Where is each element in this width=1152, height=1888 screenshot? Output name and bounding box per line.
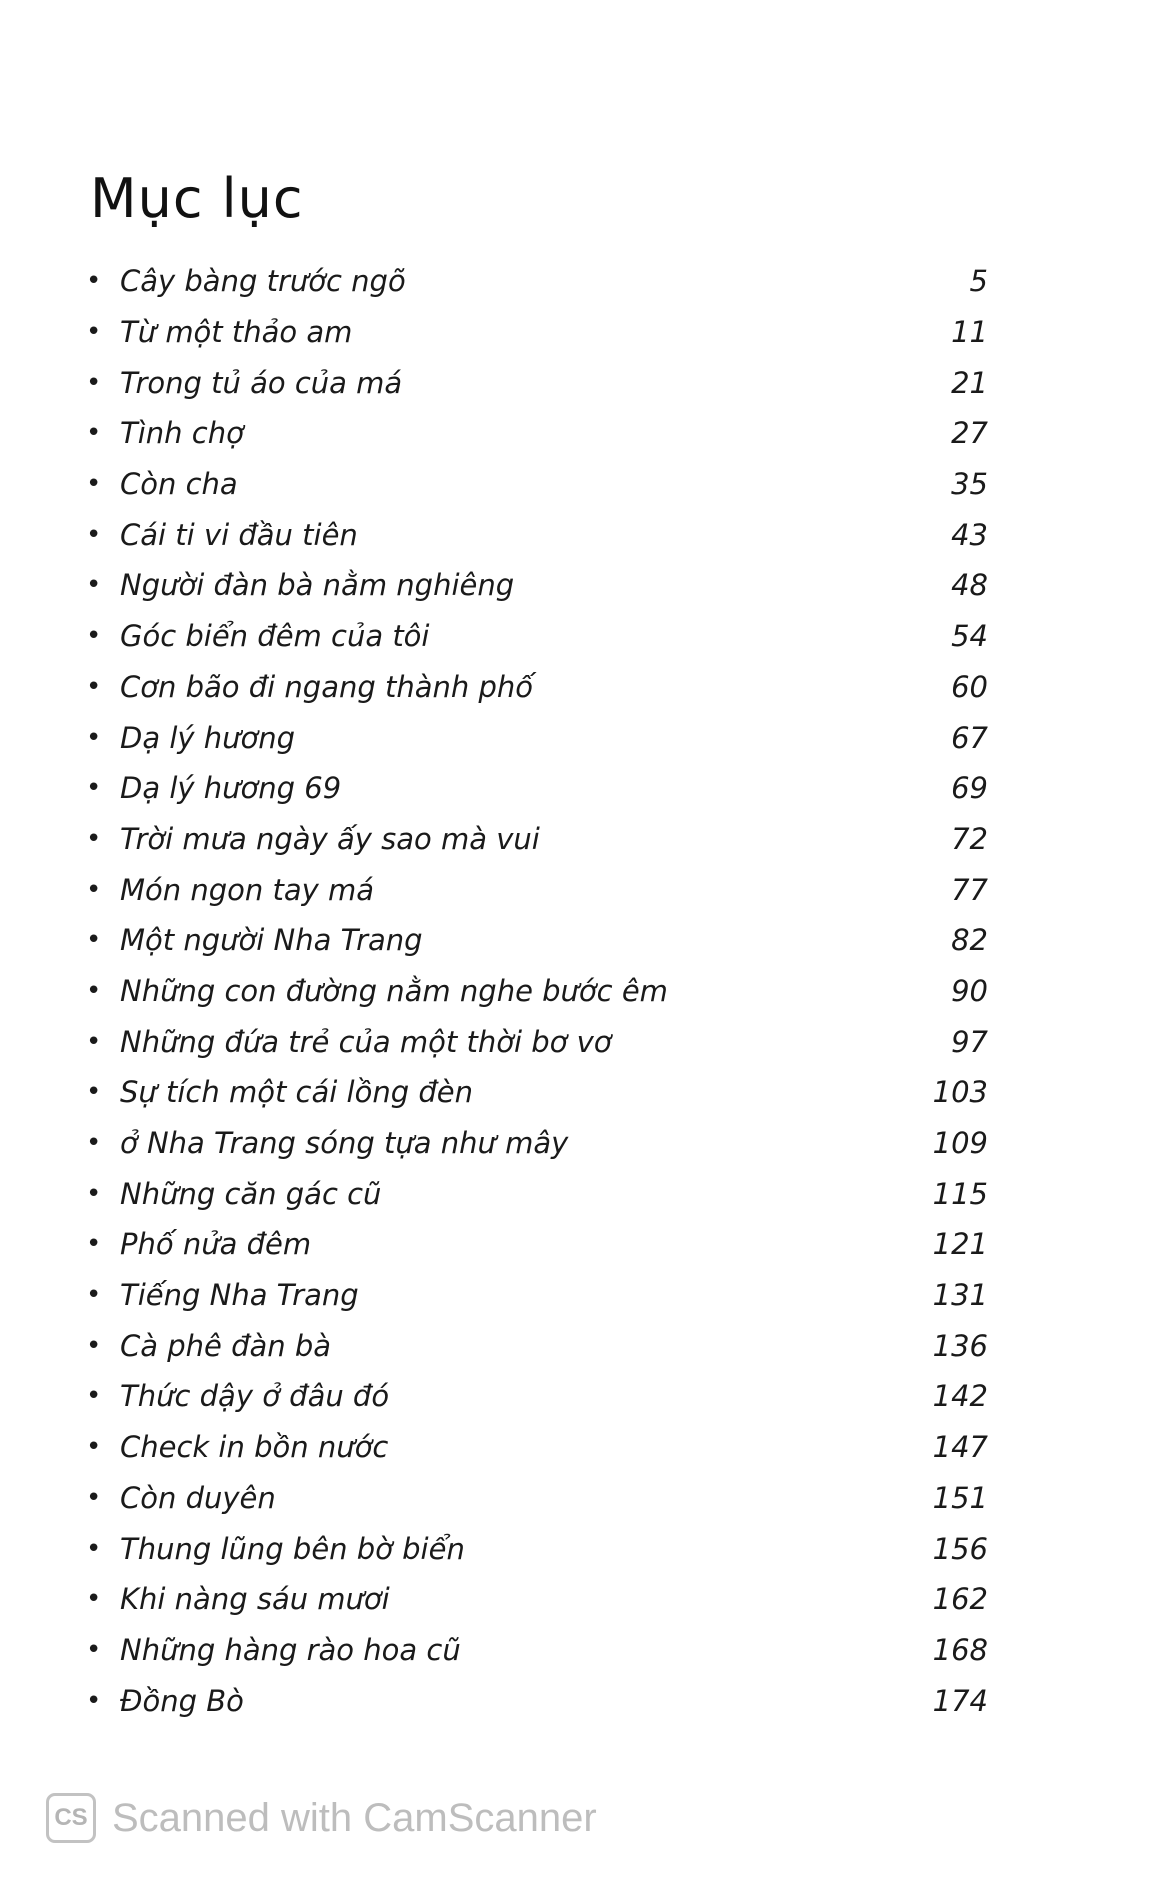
toc-entry-page-number: 151 <box>932 1480 988 1515</box>
toc-entry <box>86 307 992 358</box>
toc-entry-title: Người đàn bà nằm nghiêng <box>120 568 515 603</box>
toc-entry-page-number: 136 <box>932 1328 988 1363</box>
watermark-text: Scanned with CamScanner <box>112 1795 597 1840</box>
bullet-icon: • <box>86 1381 102 1412</box>
toc-entry <box>86 1625 992 1676</box>
toc-entry <box>86 611 992 662</box>
toc-entry <box>86 509 992 560</box>
toc-entry <box>86 814 992 865</box>
bullet-icon: • <box>86 1128 102 1159</box>
bullet-icon: • <box>86 874 102 905</box>
bullet-icon: • <box>86 1482 102 1513</box>
toc-entry-page-number: 67 <box>951 720 988 755</box>
bullet-icon: • <box>86 722 102 753</box>
toc-entry-title: Một người Nha Trang <box>120 923 423 958</box>
bullet-icon: • <box>86 773 102 804</box>
toc-entry-title: ở Nha Trang sóng tựa như mây <box>120 1126 569 1161</box>
toc-entry <box>86 1168 992 1219</box>
toc-entry-page-number: 174 <box>932 1683 988 1718</box>
toc-entry-title: Cái ti vi đầu tiên <box>120 517 358 552</box>
toc-entry <box>86 1016 992 1067</box>
toc-entry-title: Khi nàng sáu mươi <box>120 1582 390 1617</box>
toc-entry <box>86 1067 992 1118</box>
toc-entry <box>86 1523 992 1574</box>
toc-entry-title: Những con đường nằm nghe bước êm <box>120 973 668 1008</box>
toc-entry-page-number: 121 <box>932 1227 988 1262</box>
toc-entry-page-number: 156 <box>932 1531 988 1566</box>
bullet-icon: • <box>86 1634 102 1665</box>
toc-entry-page-number: 54 <box>951 619 988 654</box>
toc-entry-page-number: 48 <box>951 568 988 603</box>
toc-entry-title: Còn cha <box>120 467 238 502</box>
toc-entry-title: Dạ lý hương <box>120 720 296 755</box>
camscanner-logo-icon: CS <box>46 1793 96 1843</box>
bullet-icon: • <box>86 570 102 601</box>
bullet-icon: • <box>86 1330 102 1361</box>
toc-entry-title: Trong tủ áo của má <box>120 365 403 400</box>
toc-entry-title: Tình chợ <box>120 416 244 451</box>
toc-entry <box>86 1473 992 1524</box>
toc-entry-page-number: 60 <box>951 669 988 704</box>
toc-entry <box>86 408 992 459</box>
bullet-icon: • <box>86 621 102 652</box>
toc-entry <box>86 1320 992 1371</box>
toc-entry <box>86 864 992 915</box>
toc-entry-title: Check in bồn nước <box>120 1430 389 1465</box>
toc-entry-title: Sự tích một cái lồng đèn <box>120 1075 473 1110</box>
bullet-icon: • <box>86 367 102 398</box>
bullet-icon: • <box>86 266 102 297</box>
toc-entry-title: Còn duyên <box>120 1480 276 1515</box>
toc-entry <box>86 1675 992 1726</box>
toc-entry <box>86 1422 992 1473</box>
toc-entry <box>86 763 992 814</box>
page-title: Mục lục <box>90 167 304 231</box>
toc-entry <box>86 966 992 1017</box>
toc-entry-page-number: 90 <box>951 973 988 1008</box>
toc-entry-page-number: 77 <box>951 872 988 907</box>
toc-entry-title: Thung lũng bên bờ biển <box>120 1531 465 1566</box>
toc-entry-page-number: 5 <box>969 264 988 299</box>
bullet-icon: • <box>86 317 102 348</box>
bullet-icon: • <box>86 1533 102 1564</box>
toc-entry-title: Cơn bão đi ngang thành phố <box>120 669 534 704</box>
toc-entry <box>86 560 992 611</box>
camscanner-watermark <box>46 1793 597 1843</box>
toc-entry-title: Cà phê đàn bà <box>120 1328 332 1363</box>
toc-entry-page-number: 115 <box>932 1176 988 1211</box>
bullet-icon: • <box>86 1685 102 1716</box>
toc-entry-title: Cây bàng trước ngõ <box>120 264 406 299</box>
toc-entry <box>86 1219 992 1270</box>
bullet-icon: • <box>86 1432 102 1463</box>
toc-entry <box>86 1118 992 1169</box>
bullet-icon: • <box>86 975 102 1006</box>
toc-entry-page-number: 69 <box>951 771 988 806</box>
toc-entry-page-number: 162 <box>932 1582 988 1617</box>
toc-entry-page-number: 35 <box>951 467 988 502</box>
toc-entry-title: Trời mưa ngày ấy sao mà vui <box>120 821 540 856</box>
toc-entry-page-number: 103 <box>932 1075 988 1110</box>
toc-entry-title: Góc biển đêm của tôi <box>120 619 430 654</box>
toc-entry-page-number: 97 <box>951 1024 988 1059</box>
toc-entry-page-number: 43 <box>951 517 988 552</box>
toc-entry-title: Những căn gác cũ <box>120 1176 382 1211</box>
toc-entry <box>86 1270 992 1321</box>
toc-entry <box>86 662 992 713</box>
bullet-icon: • <box>86 1077 102 1108</box>
bullet-icon: • <box>86 671 102 702</box>
toc-entry-title: Những đứa trẻ của một thời bơ vơ <box>120 1024 612 1059</box>
toc-entry-title: Từ một thảo am <box>120 315 353 350</box>
toc-entry-title: Dạ lý hương 69 <box>120 771 342 806</box>
toc-entry <box>86 915 992 966</box>
bullet-icon: • <box>86 1280 102 1311</box>
toc-entry-title: Tiếng Nha Trang <box>120 1278 359 1313</box>
bullet-icon: • <box>86 925 102 956</box>
toc-entry-page-number: 21 <box>951 365 988 400</box>
bullet-icon: • <box>86 1584 102 1615</box>
toc-entry-title: Đồng Bò <box>120 1683 244 1718</box>
toc-entry-page-number: 168 <box>932 1632 988 1667</box>
toc-entry <box>86 1574 992 1625</box>
toc-entry-page-number: 109 <box>932 1126 988 1161</box>
toc-entry-title: Phố nửa đêm <box>120 1227 312 1262</box>
bullet-icon: • <box>86 823 102 854</box>
toc-entry-page-number: 131 <box>932 1278 988 1313</box>
toc-entry-page-number: 82 <box>951 923 988 958</box>
toc-entry <box>86 712 992 763</box>
bullet-icon: • <box>86 1229 102 1260</box>
bullet-icon: • <box>86 1026 102 1057</box>
toc-entry-page-number: 27 <box>951 416 988 451</box>
toc-entry-page-number: 11 <box>951 315 988 350</box>
bullet-icon: • <box>86 519 102 550</box>
toc-entry <box>86 256 992 307</box>
bullet-icon: • <box>86 418 102 449</box>
bullet-icon: • <box>86 469 102 500</box>
toc-entry <box>86 357 992 408</box>
toc-entry-page-number: 147 <box>932 1430 988 1465</box>
toc-entry-title: Những hàng rào hoa cũ <box>120 1632 461 1667</box>
toc-entry-page-number: 142 <box>932 1379 988 1414</box>
toc-entry <box>86 459 992 510</box>
toc-entry <box>86 1371 992 1422</box>
toc-entry-title: Món ngon tay má <box>120 872 375 907</box>
table-of-contents <box>86 256 992 1726</box>
toc-entry-title: Thức dậy ở đâu đó <box>120 1379 390 1414</box>
toc-entry-page-number: 72 <box>951 821 988 856</box>
bullet-icon: • <box>86 1178 102 1209</box>
